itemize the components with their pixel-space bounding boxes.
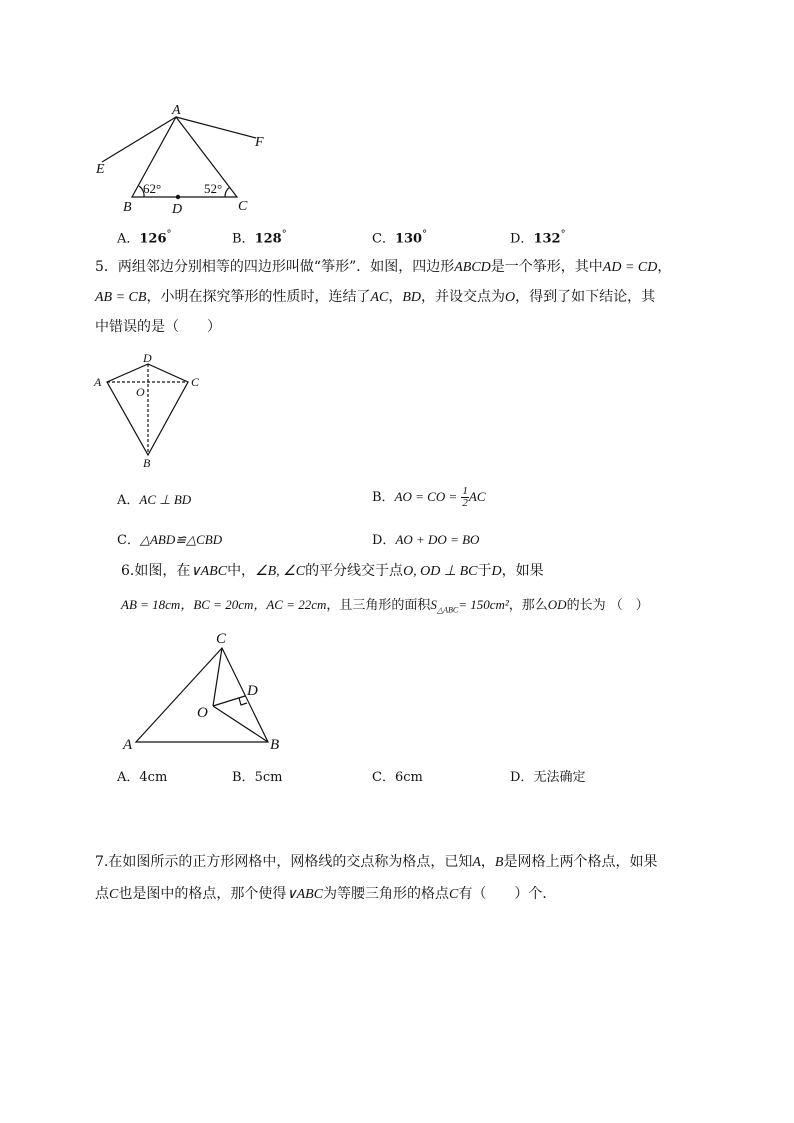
q6-label-b: B (270, 737, 280, 753)
q4-angle-c-label: 52° (204, 181, 223, 196)
fraction-denominator: 2 (462, 497, 468, 509)
q4-ray-af (176, 117, 256, 138)
q7-line-2 (95, 884, 556, 905)
q5-option-b (372, 486, 486, 509)
q4-angle-arc-c (225, 187, 230, 197)
q6-text: 的长为 （ ） (566, 598, 649, 613)
q5-figure (90, 350, 210, 470)
q6-option-value: 5cm (254, 770, 283, 785)
q4-label-f: F (255, 135, 264, 150)
q6-line-1 (121, 561, 544, 582)
q5-option-letter: C． (117, 533, 140, 548)
q6-area-subscript: △ABC (436, 605, 459, 615)
q5-text: ，小明在探究筝形的性质时，连结了 (146, 289, 371, 305)
q5-math: O (505, 290, 516, 305)
q4-option-b-letter: B． (232, 231, 255, 247)
q6-label-d: D (247, 683, 258, 699)
q7-math: B (494, 855, 504, 870)
q6-line-2 (121, 595, 649, 621)
q4-option-a-letter: A． (117, 231, 140, 247)
q4-option-a-deg: ° (166, 229, 172, 240)
q4-option-a (117, 225, 172, 249)
q7-text: 有（ ）个． (458, 886, 557, 902)
q5-option-letter: D． (372, 533, 396, 548)
q5-option-expr: AO = CO = (394, 489, 458, 504)
q5-line-1 (95, 257, 671, 278)
q5-label-c: C (191, 375, 200, 389)
q6-math: O, OD ⊥ BC (403, 564, 478, 579)
q5-label-d: D (143, 351, 152, 365)
q4-label-e: E (96, 162, 105, 177)
q6-math: OD (547, 597, 567, 612)
q6-label-o: O (197, 705, 208, 721)
q4-label-d: D (172, 202, 183, 217)
q6-math: ∠B, ∠C (255, 564, 306, 579)
q5-option-expr: △ABD≌△CBD (139, 532, 223, 547)
q6-label-c: C (216, 631, 227, 647)
q4-point-d (176, 195, 180, 199)
q4-option-b-deg: ° (281, 229, 287, 240)
q5-option-c (117, 530, 222, 551)
q6-text: 中， (227, 563, 256, 579)
q7-text: 也是图中的格点，那个使得 (118, 886, 287, 902)
q6-math: D (491, 564, 502, 579)
q6-text: ，那么 (508, 598, 548, 613)
q4-option-d-deg: ° (560, 229, 566, 240)
q5-text: ，得到了如下结论，其 (515, 289, 656, 305)
q6-option-c (372, 768, 423, 788)
q6-option-letter: D． (510, 770, 534, 785)
q6-option-letter: B． (232, 770, 255, 785)
q5-text: 是一个筝形，其中 (490, 259, 603, 275)
q6-math: = 150cm² (458, 597, 509, 612)
q6-math: AB = 18cm，BC = 20cm，AC = 22cm (121, 597, 327, 612)
q6-text: 6.如图，在 (121, 563, 191, 579)
q5-text: ， (388, 289, 403, 305)
q5-fraction (461, 486, 469, 509)
q5-math: BD (402, 290, 422, 305)
q4-angle-b-label: 62° (143, 181, 162, 196)
q5-option-expr: AO + DO = BO (395, 532, 480, 547)
q4-option-b-value: 128 (254, 231, 282, 247)
q5-math: AC (370, 290, 389, 305)
q4-option-c-value: 130 (394, 231, 423, 247)
q5-text: 5．两组邻边分别相等的四边形叫做“筝形”．如图，四边形 (95, 259, 455, 275)
q6-text: 的平分线交于点 (305, 563, 404, 579)
q5-option-a (117, 490, 191, 511)
q4-label-a: A (172, 103, 181, 118)
q7-text: ， (480, 854, 495, 870)
q7-line-1 (95, 852, 657, 873)
q7-text: 是网格上两个格点，如果 (503, 854, 658, 870)
q5-line-3: 中错误的是（ ） (95, 319, 221, 335)
q6-math: ∨ABC (190, 564, 228, 579)
q4-option-a-value: 126 (139, 231, 167, 247)
q6-text: ，且三角形的面积 (326, 598, 431, 613)
q7-text: 点 (95, 886, 109, 902)
q5-option-letter: A． (117, 493, 140, 508)
q5-text: ，并设交点为 (421, 289, 506, 305)
q6-text: 于 (477, 563, 492, 579)
q6-option-b (232, 768, 282, 788)
q6-option-letter: C． (372, 770, 395, 785)
q6-option-value: 4cm (139, 770, 168, 785)
q4-label-b: B (123, 200, 132, 215)
fraction-numerator: 1 (462, 485, 468, 497)
q5-option-expr: AC (468, 489, 486, 504)
q4-label-c: C (238, 199, 248, 214)
q4-option-c-letter: C． (372, 231, 395, 247)
q4-figure (90, 100, 280, 218)
q6-right-angle-mark (239, 698, 247, 705)
q6-option-value: 6cm (394, 770, 423, 785)
q5-option-d (372, 530, 479, 551)
q5-math: ABCD (454, 260, 491, 275)
q7-math: ∨ABC (286, 887, 324, 902)
q5-label-b: B (143, 456, 151, 470)
q7-math: A (472, 855, 481, 870)
q6-option-a (117, 768, 167, 788)
q7-math: C (109, 887, 119, 902)
q4-ray-ae (102, 117, 176, 162)
q5-text: ， (657, 259, 672, 275)
q5-math: AD = CD (602, 260, 658, 275)
q5-option-expr: AC ⊥ BD (139, 492, 192, 507)
q5-option-letter: B． (372, 490, 395, 505)
q5-math: AB = CB (95, 290, 147, 305)
q6-option-value: 无法确定 (533, 770, 586, 785)
q6-text: ，如果 (501, 563, 544, 579)
q4-option-c-deg: ° (422, 229, 428, 240)
q6-label-a: A (123, 737, 133, 753)
q4-option-d-value: 132 (533, 231, 561, 247)
q4-option-d (510, 225, 566, 249)
q7-text: 为等腰三角形的格点 (323, 886, 450, 902)
q7-math: C (449, 887, 459, 902)
q4-option-b (232, 225, 287, 249)
q6-figure (115, 625, 295, 760)
q7-text: 7.在如图所示的正方形网格中，网格线的交点称为格点，已知 (95, 854, 473, 870)
q6-option-d (510, 768, 585, 788)
q6-option-letter: A． (117, 770, 140, 785)
q5-line-2 (95, 287, 655, 308)
q5-label-a: A (94, 375, 102, 389)
q4-option-c (372, 225, 427, 249)
q6-math: S (430, 597, 437, 612)
q4-option-d-letter: D． (510, 231, 534, 247)
q5-label-o: O (136, 385, 145, 399)
